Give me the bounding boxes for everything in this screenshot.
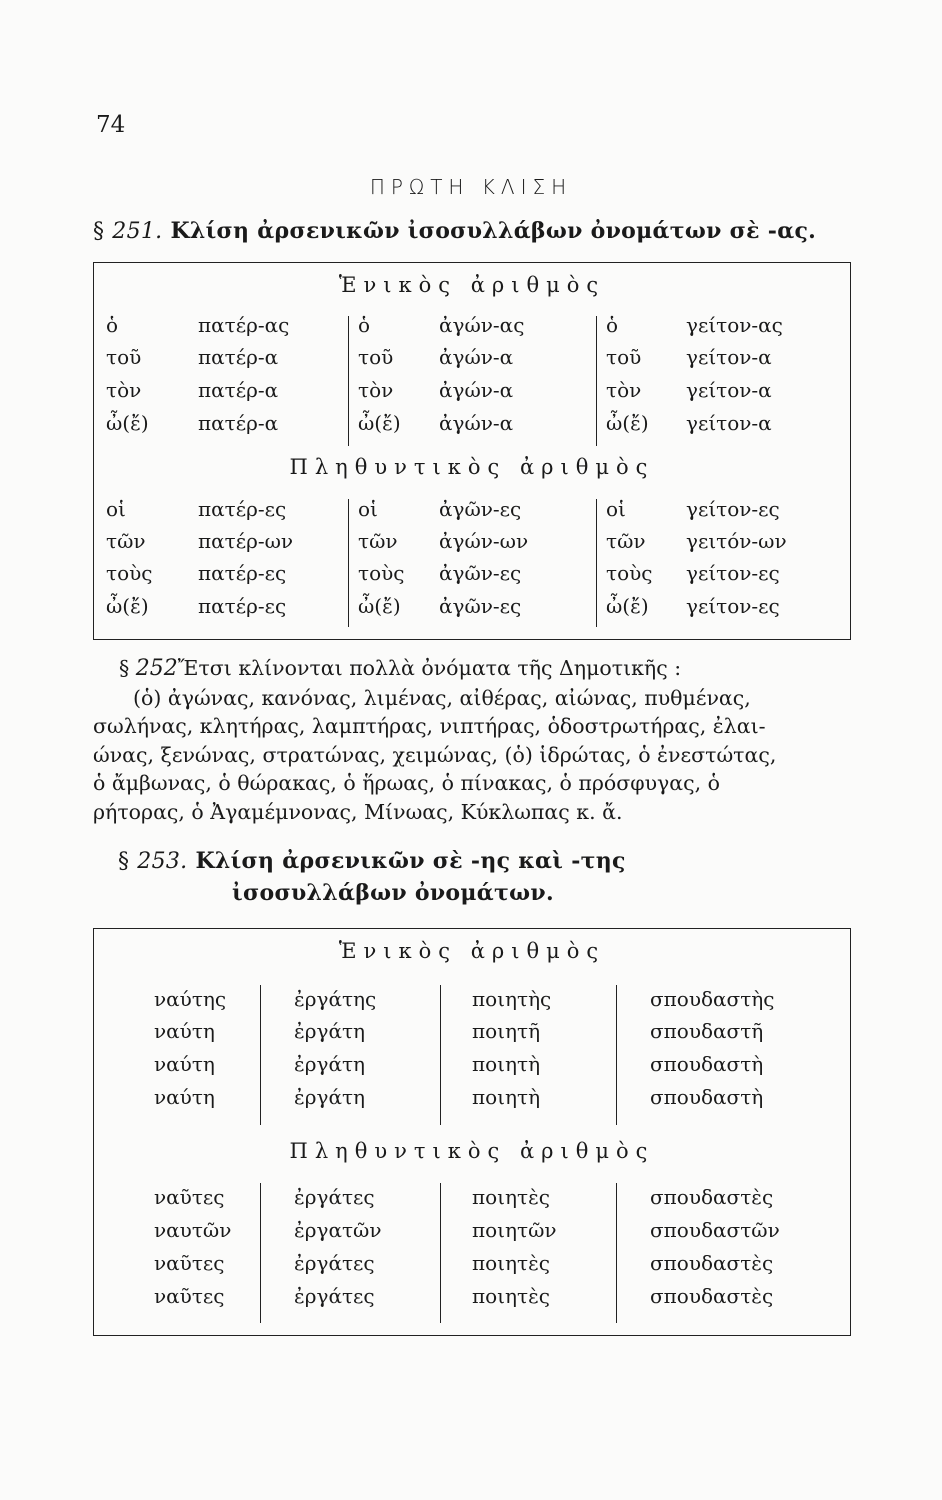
article-cell: τὸν (106, 378, 142, 402)
singular-header: Ἑνικὸς ἀριθμὸς (338, 273, 606, 297)
section-253-title (118, 848, 626, 874)
section-title-text: Κλίση ἀρσενικῶν ἰσοσυλλάβων ὀνομάτων σὲ -ας. (170, 218, 817, 244)
column-divider (348, 499, 349, 627)
article-cell: τοῦ (358, 345, 394, 369)
singular-header: Ἑνικὸς ἀριθμὸς (338, 939, 606, 963)
noun-form-cell: σπουδαστὲς (650, 1251, 774, 1275)
noun-form-cell: ποιητὲς (472, 1185, 551, 1209)
article-cell: τῶν (606, 529, 646, 553)
noun-form-cell: ἀγῶν-ες (439, 594, 522, 618)
noun-form-cell: γείτον-α (686, 411, 772, 435)
column-divider (596, 316, 597, 446)
article-cell: τοὺς (606, 561, 653, 585)
article-cell: ὦ(ἔ) (358, 594, 401, 618)
article-cell: ὦ(ἔ) (106, 594, 149, 618)
declension-table-253 (93, 928, 851, 1336)
noun-form-cell: ναύτη (154, 1085, 215, 1109)
noun-form-cell: ἀγών-ων (439, 529, 529, 553)
article-cell: τὸν (358, 378, 394, 402)
declension-table-251 (93, 262, 851, 640)
noun-form-cell: πατέρ-ας (198, 313, 290, 337)
column-divider (348, 316, 349, 446)
noun-form-cell: πατέρ-ων (198, 529, 294, 553)
noun-form-cell: ναῦτες (154, 1251, 225, 1275)
noun-form-cell: γειτόν-ων (686, 529, 787, 553)
noun-form-cell: σπουδαστὴ (650, 1085, 764, 1109)
noun-form-cell: ἐργάτη (294, 1052, 365, 1076)
noun-form-cell: ναύτης (154, 987, 227, 1011)
noun-form-cell: ποιητὴ (472, 1085, 541, 1109)
plural-header: Πληθυντικὸς ἀριθμὸς (289, 1139, 655, 1163)
article-cell: τοὺς (358, 561, 405, 585)
paragraph-line: Ἔτσι κλίνονται πολλὰ ὀνόματα τῆς Δημοτικῆς : (177, 656, 682, 680)
noun-form-cell: γείτον-ες (686, 594, 780, 618)
noun-form-cell: πατέρ-α (198, 378, 279, 402)
noun-form-cell: γείτον-α (686, 345, 772, 369)
noun-form-cell: σπουδαστὲς (650, 1185, 774, 1209)
noun-form-cell: ποιητῆ (472, 1019, 541, 1043)
paragraph-line: σωλήνας, κλητήρας, λαμπτήρας, νιπτήρας, ὁδοστρωτήρας, ἐλαι- (93, 714, 766, 738)
column-divider (260, 985, 261, 1125)
noun-form-cell: ἐργάτη (294, 1085, 365, 1109)
plural-header: Πληθυντικὸς ἀριθμὸς (289, 455, 655, 479)
page-number: 74 (96, 112, 126, 138)
article-cell: ὦ(ἔ) (106, 411, 149, 435)
paragraph-line: ώνας, ξενώνας, στρατώνας, χειμώνας, (ὁ) ἱδρώτας, ὁ ἐνεστώτας, (93, 742, 777, 767)
article-cell: ὦ(ἔ) (606, 411, 649, 435)
section-symbol: § (93, 219, 105, 244)
paragraph-line: ὁ ἄμβωνας, ὁ θώρακας, ὁ ἥρωας, ὁ πίνακας, ὁ πρόσφυγας, ὁ (93, 771, 720, 795)
article-cell: ὁ (358, 313, 371, 337)
noun-form-cell: πατέρ-ες (198, 561, 287, 585)
noun-form-cell: σπουδαστὴ (650, 1052, 764, 1076)
column-divider (596, 499, 597, 627)
article-cell: ὦ(ἔ) (606, 594, 649, 618)
noun-form-cell: σπουδαστῶν (650, 1218, 780, 1242)
article-cell: τοῦ (106, 345, 142, 369)
noun-form-cell: ἀγῶν-ες (439, 497, 522, 521)
section-number: 252 (135, 656, 178, 681)
article-cell: τὸν (606, 378, 642, 402)
article-cell: ὁ (606, 313, 619, 337)
noun-form-cell: ποιητὴ (472, 1052, 541, 1076)
noun-form-cell: ναῦτες (154, 1185, 225, 1209)
section-title-text: Κλίση ἀρσενικῶν σὲ -ης καὶ -της (195, 848, 626, 874)
column-divider (616, 985, 617, 1125)
article-cell: ὦ(ἔ) (358, 411, 401, 435)
article-cell: οἱ (606, 497, 626, 521)
column-divider (616, 1183, 617, 1323)
noun-form-cell: ἐργάτες (294, 1284, 375, 1308)
noun-form-cell: ἐργάτες (294, 1185, 375, 1209)
noun-form-cell: σπουδαστὴς (650, 987, 775, 1011)
noun-form-cell: ἀγών-α (439, 378, 514, 402)
noun-form-cell: ποιητῶν (472, 1218, 557, 1242)
section-252-paragraph (93, 654, 851, 826)
noun-form-cell: ναύτη (154, 1019, 215, 1043)
column-divider (260, 1183, 261, 1323)
noun-form-cell: πατέρ-α (198, 411, 279, 435)
section-251-title (93, 218, 816, 244)
article-cell: τοῦ (606, 345, 642, 369)
noun-form-cell: ἐργατῶν (294, 1218, 382, 1242)
noun-form-cell: ποιητὴς (472, 987, 552, 1011)
section-253-title-line2: ἰσοσυλλάβων ὀνομάτων. (232, 880, 554, 906)
noun-form-cell: ναυτῶν (154, 1218, 232, 1242)
article-cell: τοὺς (106, 561, 153, 585)
noun-form-cell: γείτον-ες (686, 497, 780, 521)
noun-form-cell: ναῦτες (154, 1284, 225, 1308)
article-cell: οἱ (106, 497, 126, 521)
noun-form-cell: ἀγών-α (439, 345, 514, 369)
column-divider (440, 1183, 441, 1323)
noun-form-cell: ἐργάτη (294, 1019, 365, 1043)
noun-form-cell: ναύτη (154, 1052, 215, 1076)
noun-form-cell: ἐργάτες (294, 1251, 375, 1275)
chapter-heading: ΠΡΩΤΗ ΚΛΙΣΗ (369, 175, 573, 199)
noun-form-cell: σπουδαστὲς (650, 1284, 774, 1308)
noun-form-cell: πατέρ-ες (198, 594, 287, 618)
noun-form-cell: γείτον-α (686, 378, 772, 402)
noun-form-cell: ποιητὲς (472, 1284, 551, 1308)
noun-form-cell: γείτον-ες (686, 561, 780, 585)
article-cell: οἱ (358, 497, 378, 521)
noun-form-cell: ἀγών-α (439, 411, 514, 435)
section-symbol: § (118, 849, 130, 874)
noun-form-cell: ποιητὲς (472, 1251, 551, 1275)
noun-form-cell: ἀγών-ας (439, 313, 525, 337)
section-symbol: § (119, 656, 130, 680)
section-number: 253. (137, 849, 188, 874)
paragraph-line: ρήτορας, ὁ Ἀγαμέμνονας, Μίνωας, Κύκλωπας κ. ἄ. (93, 799, 623, 824)
article-cell: τῶν (358, 529, 398, 553)
paragraph-line: (ὁ) ἀγώνας, κανόνας, λιμένας, αἰθέρας, αἰώνας, πυθμένας, (133, 685, 751, 710)
noun-form-cell: γείτον-ας (686, 313, 783, 337)
column-divider (440, 985, 441, 1125)
article-cell: ὁ (106, 313, 119, 337)
noun-form-cell: πατέρ-ες (198, 497, 287, 521)
noun-form-cell: πατέρ-α (198, 345, 279, 369)
section-number: 251. (112, 219, 163, 244)
noun-form-cell: ἀγῶν-ες (439, 561, 522, 585)
noun-form-cell: σπουδαστῆ (650, 1019, 764, 1043)
noun-form-cell: ἐργάτης (294, 987, 377, 1011)
article-cell: τῶν (106, 529, 146, 553)
